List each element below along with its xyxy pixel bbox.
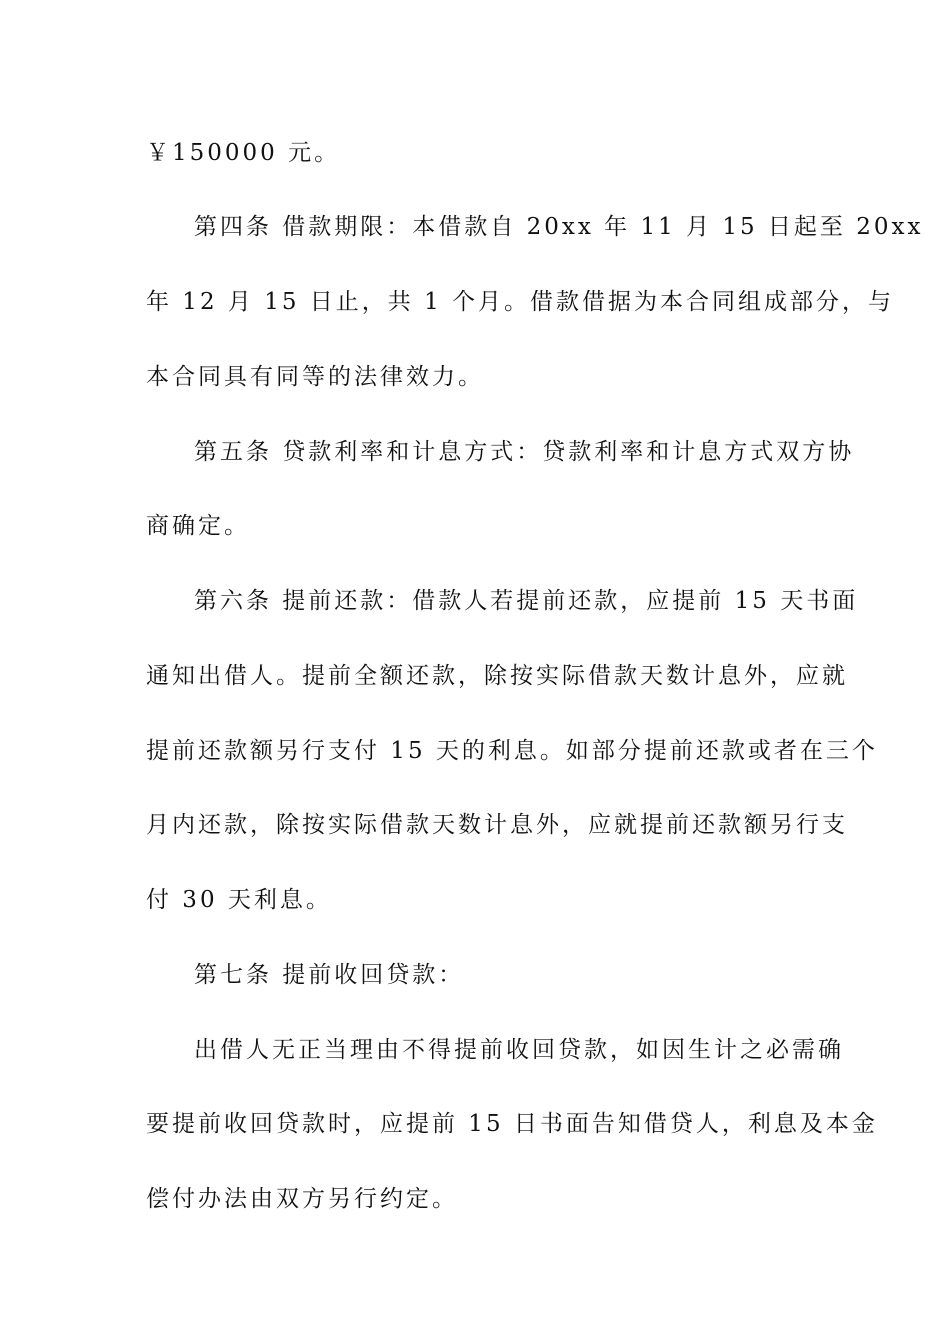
text-line: 提前还款额另行支付 15 天的利息。如部分提前还款或者在三个 <box>146 738 878 764</box>
text-line: 偿付办法由双方另行约定。 <box>146 1186 458 1212</box>
text-line: 第五条 贷款利率和计息方式：贷款利率和计息方式双方协 <box>194 439 855 465</box>
text-line: ￥150000 元。 <box>146 140 341 166</box>
text-line: 第七条 提前收回贷款： <box>194 962 465 988</box>
text-line: 月内还款，除按实际借款天数计息外，应就提前还款额另行支 <box>146 812 848 838</box>
text-line: 本合同具有同等的法律效力。 <box>146 364 484 390</box>
text-line: 第四条 借款期限：本借款自 20xx 年 11 月 15 日起至 20xx <box>194 214 924 240</box>
text-line: 商确定。 <box>146 513 250 539</box>
text-line: 要提前收回贷款时，应提前 15 日书面告知借贷人，利息及本金 <box>146 1111 878 1137</box>
text-line: 出借人无正当理由不得提前收回贷款，如因生计之必需确 <box>194 1037 844 1063</box>
text-line: 第六条 提前还款：借款人若提前还款，应提前 15 天书面 <box>194 588 859 614</box>
text-line: 通知出借人。提前全额还款，除按实际借款天数计息外，应就 <box>146 663 848 689</box>
text-line: 年 12 月 15 日止，共 1 个月。借款借据为本合同组成部分，与 <box>146 289 895 315</box>
text-line: 付 30 天利息。 <box>146 887 332 913</box>
